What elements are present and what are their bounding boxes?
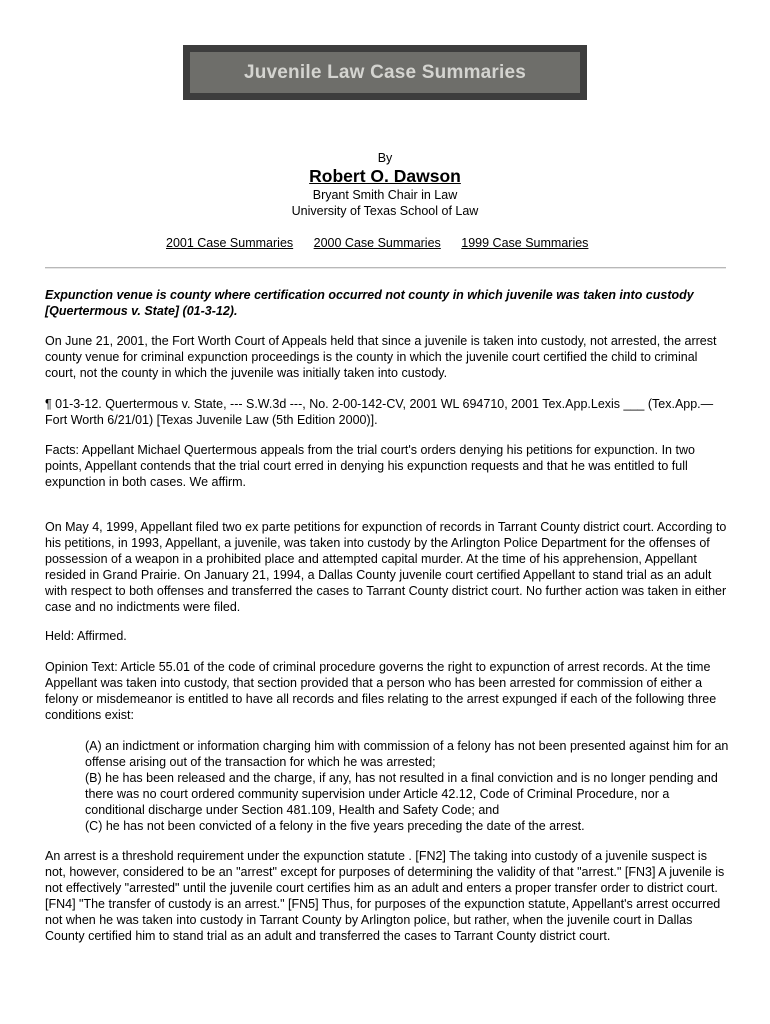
condition-c: (C) he has not been convicted of a felony in the five years preceding the date of the arrest. — [85, 819, 585, 833]
link-1999-case-summaries[interactable]: 1999 Case Summaries — [461, 236, 589, 250]
banner-title: Juvenile Law Case Summaries — [243, 61, 527, 83]
author-affiliation-school: University of Texas School of Law — [291, 204, 479, 218]
statutory-conditions — [85, 738, 730, 834]
banner — [183, 45, 587, 100]
case-headline: Expunction venue is county where certification occurred not county in which juvenile was taken into custody [Quertermous v. State] (01-3-12). — [45, 288, 694, 318]
case-citation: ¶ 01-3-12. Quertermous v. State, --- S.W.3d ---, No. 2-00-142-CV, 2001 WL 694710, 2001 Tex.App.Lexis ___ (Tex.App.—Fort Worth 6/21/01) [Texas Juvenile Law (5th Edition 2000)]. — [45, 397, 714, 427]
case-summary-links — [166, 236, 605, 250]
link-2001-case-summaries[interactable]: 2001 Case Summaries — [166, 236, 294, 250]
case-facts: Facts: Appellant Michael Quertermous appeals from the trial court's orders denying his petitions for expunction. In two points, Appellant contends that the trial court erred in denying his expunction requests and that he was entitled to full expunction in both cases. We affirm. — [45, 443, 695, 489]
byline-by: By — [377, 151, 393, 165]
author-affiliation-title: Bryant Smith Chair in Law — [312, 188, 458, 202]
author-name: Robert O. Dawson — [309, 166, 461, 186]
case-held: Held: Affirmed. — [45, 629, 127, 643]
link-2000-case-summaries[interactable]: 2000 Case Summaries — [313, 236, 441, 250]
opinion-text: Opinion Text: Article 55.01 of the code of criminal procedure governs the right to expunction of arrest records. At the time Appellant was taken into custody, that section provided that a person who has been arrested for commission of either a felony or misdemeanor is entitled to have all records and files relating to the arrest expunged if each of the following three conditions exist: — [45, 660, 717, 722]
condition-a: (A) an indictment or information charging him with commission of a felony has not been presented against him for an offense arising out of the transaction for which he was arrested; — [85, 739, 729, 769]
arrest-analysis: An arrest is a threshold requirement under the expunction statute . [FN2] The taking into custody of a juvenile suspect is not, however, considered to be an "arrest" except for purposes of determining the validity of that "arrest." [FN3] A juvenile is not effectively "arrested" until the juvenile court certifies him as an adult and enters a proper transfer order to district court. [FN4] "The transfer of custody is an arrest." [FN5] Thus, for purposes of the expunction statute, Appellant's arrest occurred not when he was taken into custody in Tarrant County by Arlington police, but rather, when the juvenile court in Dallas County certified him to stand trial as an adult and transferred the cases to Tarrant County district court. — [45, 849, 725, 943]
horizontal-divider — [45, 267, 726, 269]
condition-b: (B) he has been released and the charge, if any, has not resulted in a final conviction and is no longer pending and there was no court ordered community supervision under Article 42.12, Code of Criminal Procedure, nor a conditional discharge under Section 481.109, Health and Safety Code; and — [85, 771, 718, 817]
case-background: On May 4, 1999, Appellant filed two ex parte petitions for expunction of records in Tarrant County district court. According to his petitions, in 1993, Appellant, a juvenile, was taken into custody by the Arlington Police Department for the offenses of possession of a weapon in a prohibited place and attempted capital murder. At the time of his apprehension, Appellant resided in Grand Prairie. On January 21, 1994, a Dallas County juvenile court certified Appellant to stand trial as an adult with respect to both offenses and transferred the cases to Tarrant County district court. No further action was taken in either case and no indictments were filed. — [45, 520, 727, 614]
banner-plate — [190, 52, 580, 93]
case-summary-paragraph: On June 21, 2001, the Fort Worth Court of Appeals held that since a juvenile is taken into custody, not arrested, the arrest county venue for criminal expunction proceedings is the county in which the juvenile court certified the child to criminal court, not the county in which the juvenile was initially taken into custody. — [45, 334, 717, 380]
